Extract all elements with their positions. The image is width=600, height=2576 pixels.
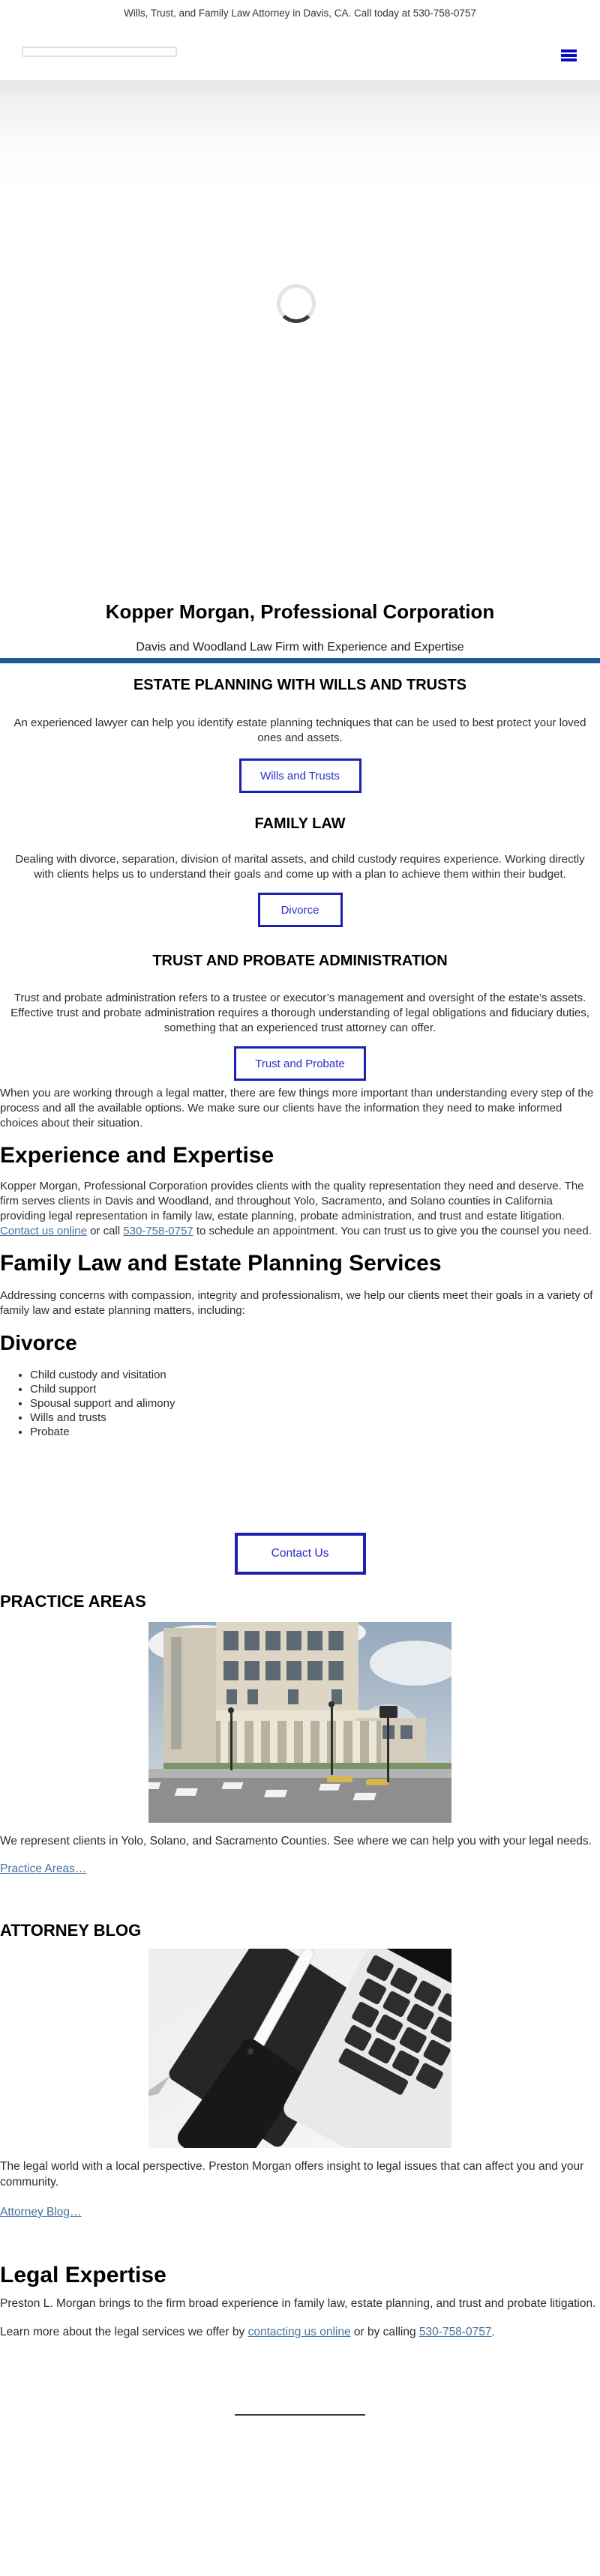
phone-number-link[interactable]: 530-758-0757 — [123, 1225, 194, 1237]
attorney-blog-image — [148, 1949, 452, 2148]
service-paragraph: Trust and probate administration refers to a trustee or executor’s management and oversight of the estate’s assets. Effective trust and probate administration requires a thorough understanding of legal obligations and fiduciary duties, something that an experienced trust attorney can offer. — [10, 992, 590, 1034]
intro-paragraph: When you are working through a legal matter, there are few things more important than understanding every step of the process and all the available options. We make sure our clients have the information they need to make informed choices about their situation. — [0, 1087, 594, 1129]
attorney-blog-link[interactable]: Attorney Blog… — [0, 2206, 82, 2218]
family-law-services-heading: Family Law and Estate Planning Services — [0, 1251, 442, 1276]
attorney-blog-paragraph: The legal world with a local perspective. Preston Morgan offers insight to legal issues that can affect you and your community. — [0, 2160, 584, 2189]
page-title: Kopper Morgan, Professional Corporation — [105, 600, 495, 623]
service-heading-trust-probate: TRUST AND PROBATE ADMINISTRATION — [152, 953, 448, 969]
contact-us-online-link[interactable]: Contact us online — [0, 1225, 87, 1237]
list-item: • Child custody and visitation — [30, 1368, 600, 1382]
divorce-button[interactable]: Divorce — [258, 893, 343, 927]
paragraph-text: . — [491, 2326, 495, 2338]
menu-bar — [561, 49, 577, 52]
legal-expertise-heading: Legal Expertise — [0, 2263, 166, 2287]
practice-areas-heading: PRACTICE AREAS — [0, 1592, 146, 1611]
paragraph-text: or by calling — [350, 2326, 419, 2338]
service-paragraph: An experienced lawyer can help you identify estate planning techniques that can be used to best protect your loved ones and assets. — [14, 717, 586, 744]
divorce-services-list — [0, 1368, 600, 1439]
paragraph-text: to schedule an appointment. You can trust us to give you the counsel you need. — [193, 1225, 592, 1237]
phone-number-link[interactable]: 530-758-0757 — [418, 2326, 492, 2338]
divorce-subheading: Divorce — [0, 1331, 77, 1354]
contacting-us-online-link[interactable]: contacting us online — [248, 2326, 351, 2338]
site-tagline: Wills, Trust, and Family Law Attorney in Davis, CA. Call today at 530-758-0757 — [124, 7, 476, 19]
trust-and-probate-button[interactable]: Trust and Probate — [234, 1046, 366, 1081]
list-item: • Wills and trusts — [30, 1411, 600, 1425]
list-item: • Probate — [30, 1425, 600, 1439]
menu-bar — [561, 54, 577, 57]
paragraph-text: or call — [86, 1225, 124, 1237]
paragraph-text: Learn more about the legal services we offer by — [0, 2326, 248, 2338]
legal-expertise-paragraph: Preston L. Morgan brings to the firm broad experience in family law, estate planning, and trust and probate litigation. — [0, 2297, 596, 2310]
list-item: • Spousal support and alimony — [30, 1396, 600, 1411]
attorney-blog-heading: ATTORNEY BLOG — [0, 1921, 142, 1940]
paragraph-text: Kopper Morgan, Professional Corporation provides clients with the quality representation they need and deserve. The firm serves clients in Davis and Woodland, and throughout Yolo, Sacramento, and Solano counties in California providing legal representation in family law, estate planning, probate administration, and trust and estate litigation. — [0, 1180, 584, 1222]
wills-and-trusts-button[interactable]: Wills and Trusts — [239, 758, 362, 793]
experience-paragraph — [0, 1179, 600, 1239]
learn-more-paragraph — [0, 2325, 600, 2340]
main-content — [0, 600, 600, 2416]
hamburger-menu-icon[interactable] — [561, 48, 577, 62]
loading-spinner — [277, 284, 316, 323]
services-paragraph: Addressing concerns with compassion, integrity and professionalism, we help our clients meet their goals in a variety of family law and estate planning matters, including: — [0, 1289, 593, 1317]
practice-areas-paragraph: We represent clients in Yolo, Solano, and Sacramento Counties. See where we can help you with your legal needs. — [0, 1835, 592, 1847]
menu-bar — [561, 58, 577, 61]
hero-banner — [0, 80, 600, 525]
footer-divider — [235, 2414, 365, 2416]
service-heading-estate-planning: ESTATE PLANNING WITH WILLS AND TRUSTS — [133, 677, 467, 693]
title-divider — [0, 658, 600, 663]
page-subtitle: Davis and Woodland Law Firm with Experience and Expertise — [136, 641, 464, 654]
service-heading-family-law: FAMILY LAW — [254, 815, 346, 832]
top-bar — [0, 0, 600, 80]
practice-areas-image — [148, 1622, 452, 1823]
practice-areas-link[interactable]: Practice Areas… — [0, 1862, 87, 1875]
service-paragraph: Dealing with divorce, separation, division of marital assets, and child custody requires experience. Working directly with clients helps us to understand their goals and come up with a plan to achieve them within their budget. — [15, 853, 585, 881]
contact-us-button[interactable]: Contact Us — [235, 1533, 366, 1575]
list-item: • Child support — [30, 1382, 600, 1396]
search-input[interactable] — [22, 46, 177, 57]
experience-heading: Experience and Expertise — [0, 1143, 274, 1168]
